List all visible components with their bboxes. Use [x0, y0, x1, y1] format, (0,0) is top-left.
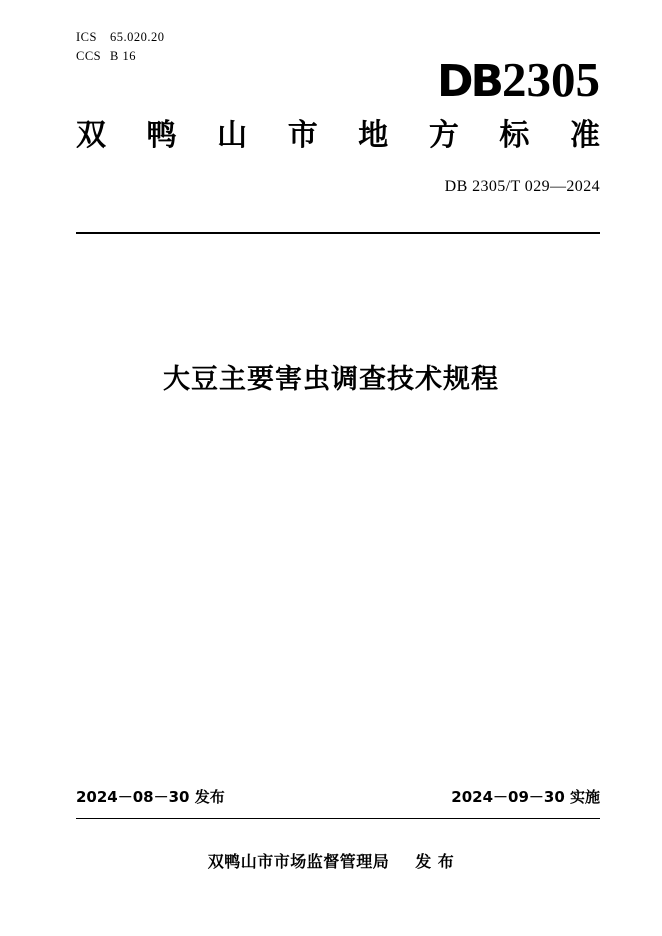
publisher-organization: 双鸭山市市场监督管理局	[207, 852, 390, 871]
ccs-row	[76, 47, 165, 66]
standard-code: DB 2305/T 029—2024	[444, 178, 600, 195]
standard-title-line	[76, 118, 600, 154]
ics-label: ICS	[76, 30, 97, 44]
standard-title-char-2: 山	[217, 118, 248, 153]
ics-value: 65.020.20	[110, 30, 165, 44]
standard-title-char-5: 方	[428, 118, 459, 153]
ccs-value: B 16	[110, 49, 136, 63]
issue-date: 2024－08－30 发布	[76, 788, 225, 806]
db-logo-prefix: DB	[436, 56, 501, 107]
footer-divider	[76, 818, 600, 819]
standard-title-char-7: 准	[569, 118, 600, 153]
document-title: 大豆主要害虫调查技术规程	[163, 364, 499, 395]
ccs-label: CCS	[76, 49, 102, 63]
db-logo-number: 2305	[502, 52, 600, 107]
db-logo	[436, 52, 600, 107]
standard-title-char-1: 鸭	[146, 118, 177, 153]
standard-title-char-6: 标	[499, 118, 530, 153]
standard-title-char-0: 双	[76, 118, 106, 153]
classification-meta	[76, 28, 165, 66]
header-divider	[76, 232, 600, 234]
ics-row	[76, 28, 165, 47]
standard-title-char-4: 地	[358, 118, 389, 153]
standard-title-char-3: 市	[287, 118, 318, 153]
publisher-line	[0, 849, 662, 872]
effective-date: 2024－09－30 实施	[451, 788, 600, 806]
date-row	[76, 786, 600, 807]
publisher-action: 发 布	[415, 852, 455, 871]
